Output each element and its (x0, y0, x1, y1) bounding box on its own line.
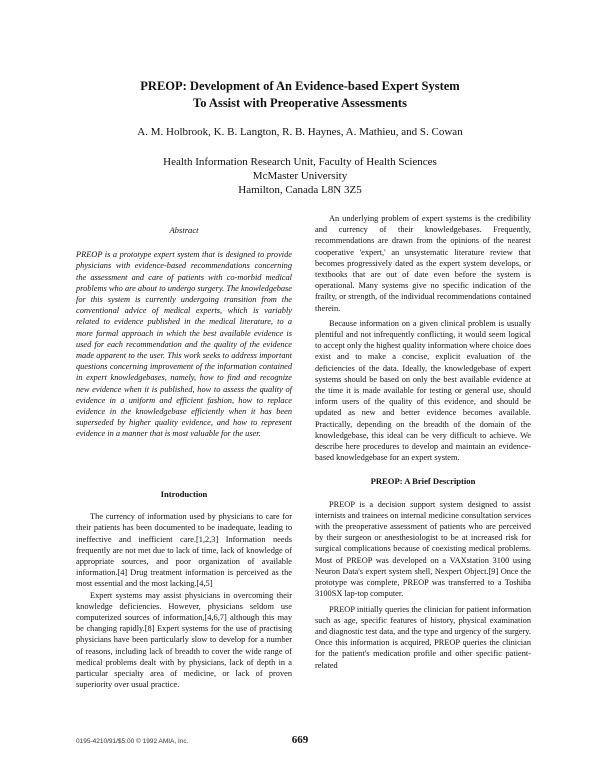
footer-code: 0195-4210/91/$5.00 © 1992 AMIA, Inc. (76, 738, 189, 745)
paper-title-line-1: PREOP: Development of An Evidence-based Expert System (140, 79, 460, 93)
affiliation-line-3: Hamilton, Canada L8N 3Z5 (238, 184, 362, 196)
introduction-paragraph-1: The currency of information used by physicians to care for their patients has been documented to be inadequate, leading to ineffective and inefficient care.[1,2,3] Information needs frequently are not met due to lack of time, lack of knowledge of appropriate sources, and poor organization of available information.[4] Drug treatment information is perceived as the most essential and the most lacking.[4,5] (76, 512, 292, 589)
authors: A. M. Holbrook, K. B. Langton, R. B. Haynes, A. Mathieu, and S. Cowan (137, 126, 463, 138)
paper-title-line-2: To Assist with Preoperative Assessments (193, 96, 407, 110)
brief-description-paragraph-1: PREOP is a decision support system designed to assist internists and trainees on internal medicine consultation services with the preoperative assessment of patients who are perceived by their surgeon or anesthesiologist to be at increased risk for surgical complications because of coexisting medical problems. Most of PREOP was developed on a VAXstation 3100 using Neuron Data's expert system shell, Nexpert Object.[9] Once the prototype was complete, PREOP was transferred to a Toshiba 3100SX lap-top computer. (315, 499, 531, 599)
introduction-section (76, 489, 292, 690)
abstract-section (76, 225, 292, 440)
brief-description-paragraph-2: PREOP initially queries the clinician for patient information such as age, specific features of history, physical examination and diagnostic test data, and the type and urgency of the surgery. Once this information is acquired, PREOP queries the clinician for the patient's medication profile and other specific patient-related (315, 604, 531, 670)
expert-systems-paragraph-2: Because information on a given clinical problem is usually plentiful and not infrequently conflicting, it would seem logical to accept only the highest quality information where choice does exist and to make a concise, explicit evaluation of the deficiencies of the data. Ideally, the knowledgebase of expert systems should be based on only the best available evidence at the time it is made available for testing or general use, should inform users of the quality of this evidence, and should be updated as new and better evidence becomes available. Practically, depending on the breadth of the domain of the knowledgebase, this ideal can be very difficult to achieve. We describe here procedures to develop and maintain an evidence-based knowledgebase for an expert system. (315, 318, 531, 463)
page-number: 669 (291, 734, 309, 746)
introduction-paragraph-2: Expert systems may assist physicians in overcoming their knowledge deficiencies. However, physicians seldom use computerized sources of information,[4,6,7] although this may be changing rapidly.[8] Expert systems for the use of practising physicians have been particularly slow to develop for a number of reasons, including lack of breadth to cover the wide range of medical problems dealt with by physicians, lack of depth in a particular specialty area of medicine, or lack of proven superiority over usual practice. (76, 590, 292, 690)
abstract-heading: Abstract (169, 225, 199, 235)
affiliation-line-2: McMaster University (252, 170, 348, 182)
brief-description-heading: PREOP: A Brief Description (370, 476, 476, 487)
affiliation-line-1: Health Information Research Unit, Faculty of Health Sciences (163, 156, 437, 168)
introduction-heading: Introduction (160, 489, 208, 499)
right-column (315, 213, 531, 671)
expert-systems-paragraph-1: An underlying problem of expert systems is the credibility and currency of their knowledgebases. Frequently, recommendations are drawn from the opinions of the nearest cooperative 'expert,' an unsystematic literature review that becomes progressively dated as the expert system develops, or textbooks that are out of date even before the system is operational. Many systems give no specific indication of the frailty, or strength, of the individual recommendations contained therein. (315, 214, 531, 313)
abstract-text: PREOP is a prototype expert system that is designed to provide physicians with evidence-based recommendations concerning the assessment and care of patients with co-morbid medical problems who are about to undergo surgery. The knowledgebase for this system is currently undergoing transition from the conventional advice of medical experts, which is variably related to evidence published in the medical literature, to a more formal approach in which the best available evidence is used for each recommendation and the quality of the evidence made apparent to the user. This work seeks to address important questions concerning improvement of the information contained in expert knowledgebases, namely, how to find and recognize new evidence when it is published, how to assess the quality of evidence in a uniform and efficient fashion, how to replace evidence in the knowledgebase efficiently when it has been superseded by higher quality evidence, and how to represent evidence in a manner that is most valuable for the user. (76, 250, 292, 439)
